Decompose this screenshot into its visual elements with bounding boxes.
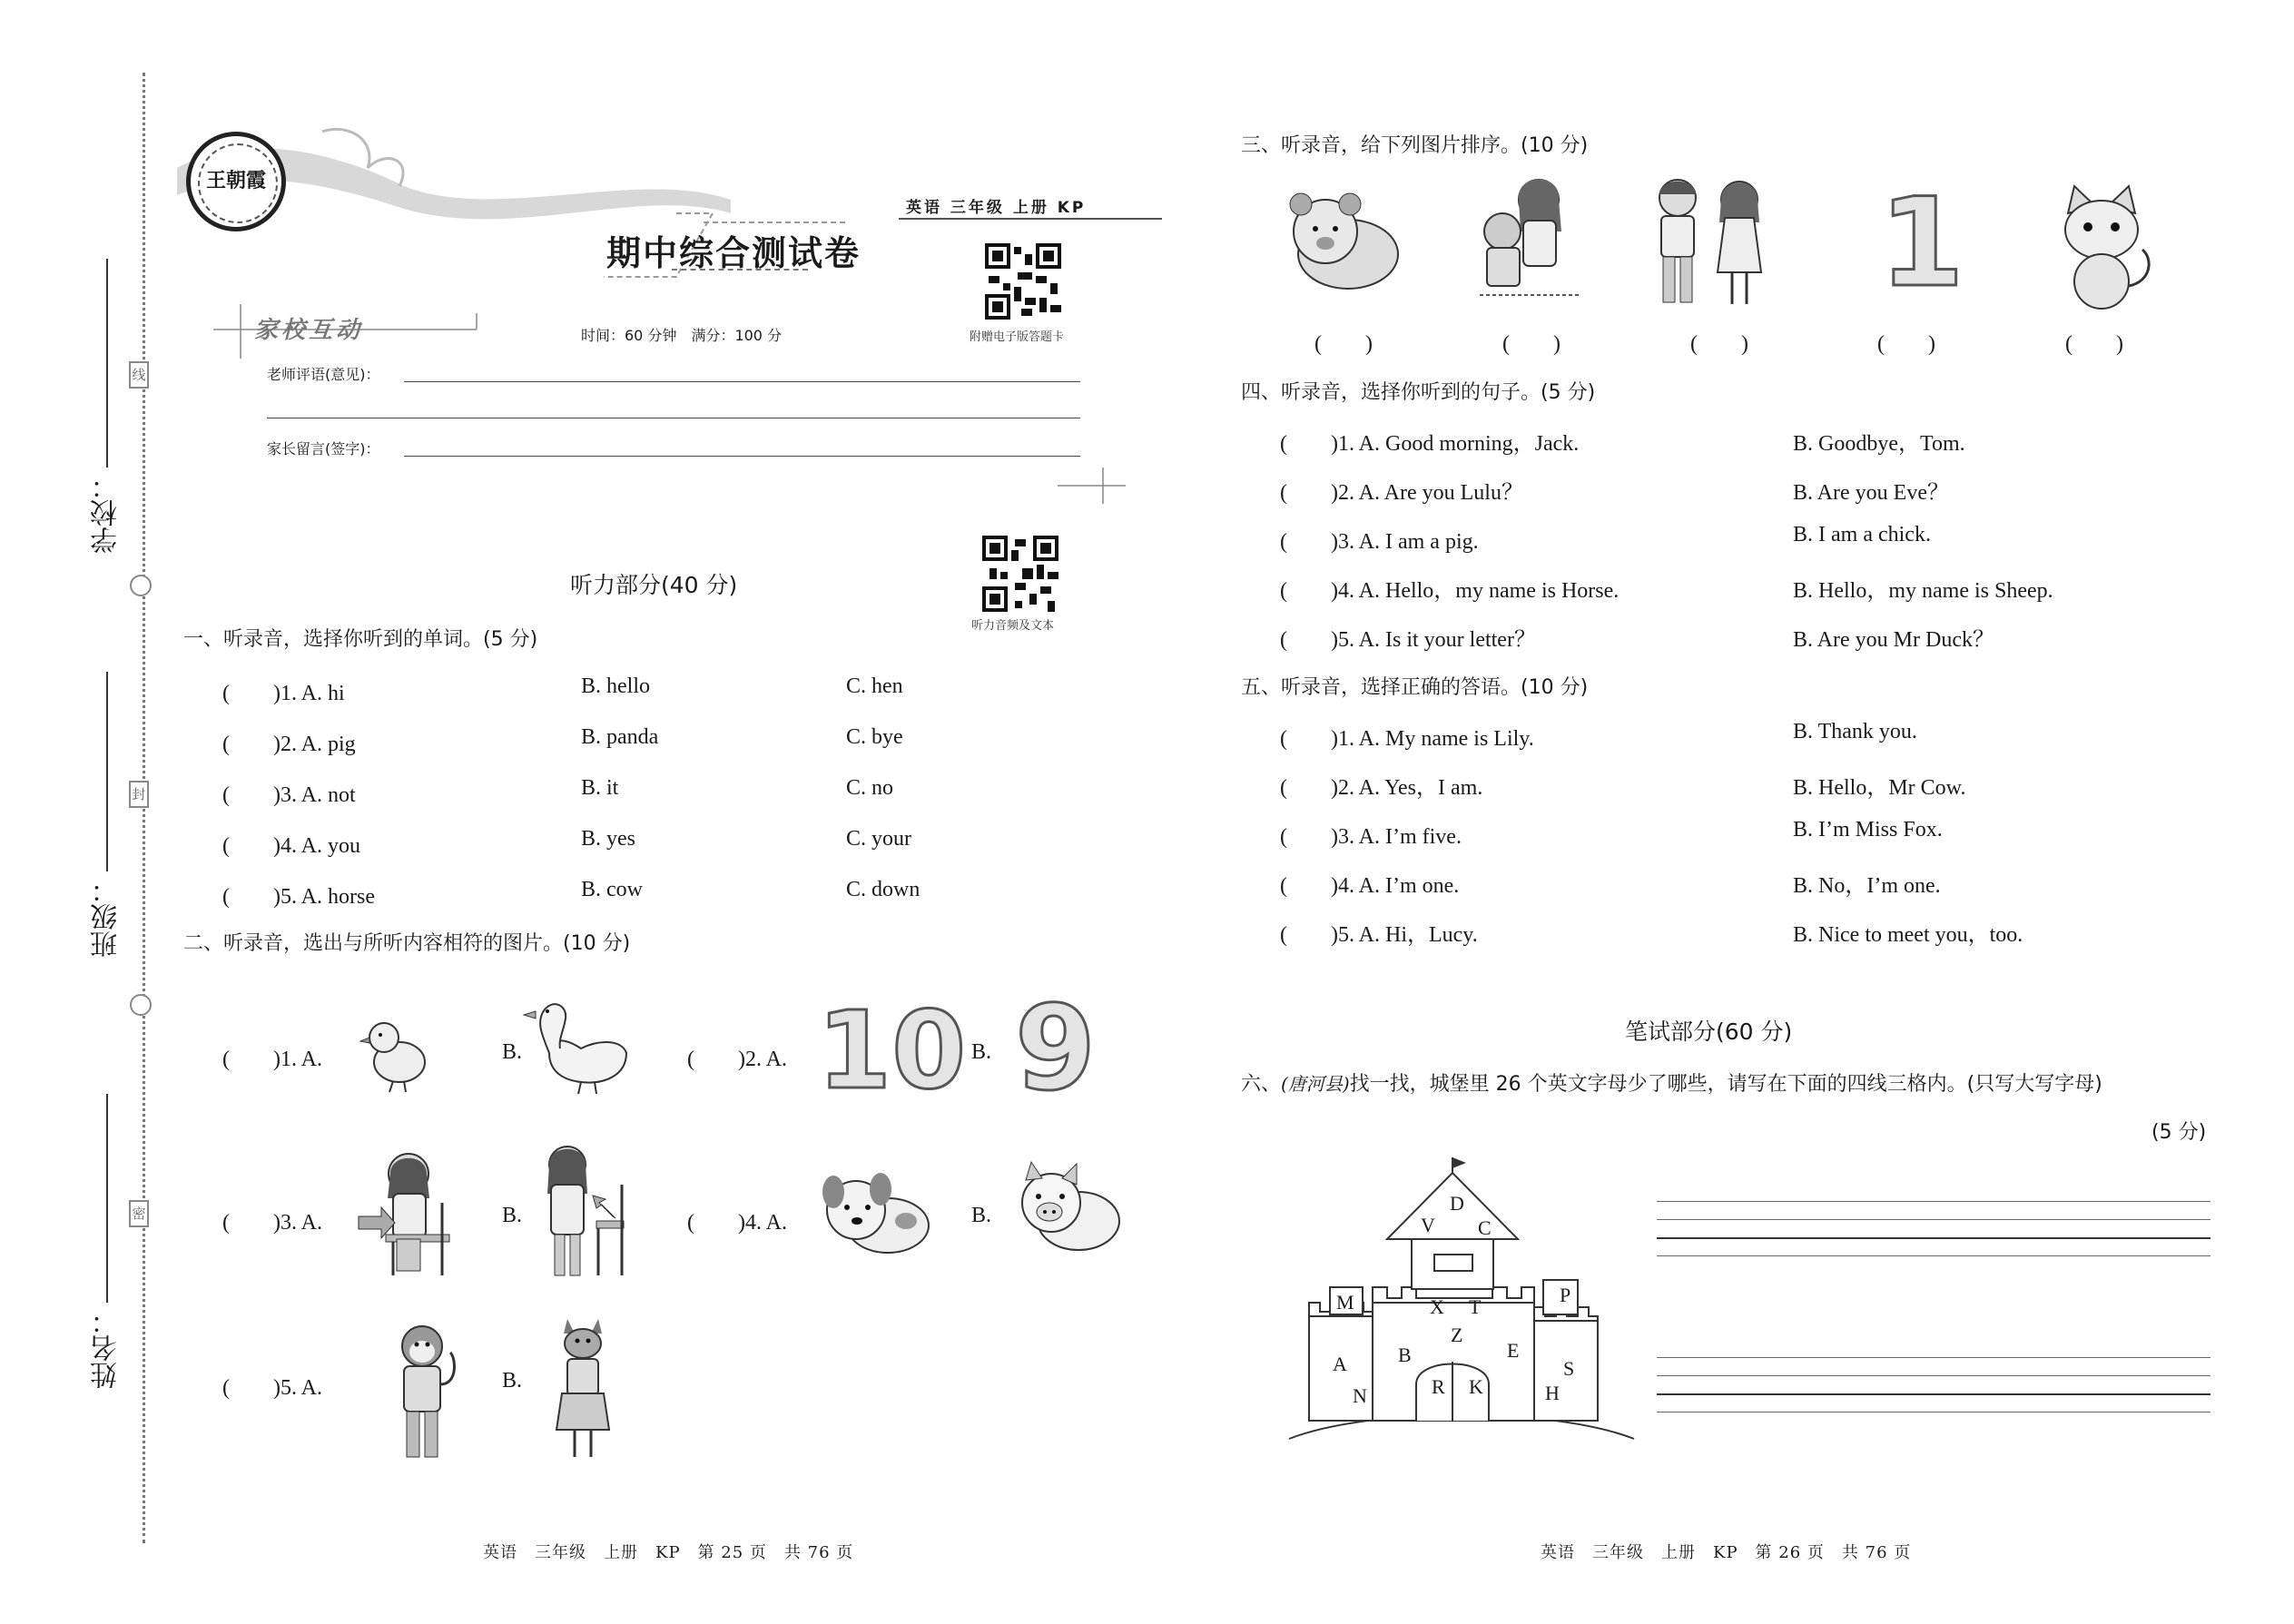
castle-letter-c: C (1478, 1216, 1492, 1239)
q4-item-2-b: B. Are you Eve？ (1793, 481, 1949, 505)
q5-item-3-a[interactable]: ( )3. A. I’m five. (1280, 825, 1462, 849)
q1-item-4-b: B. yes (581, 827, 635, 851)
q2-item-4-a[interactable]: ( )4. A. (687, 1211, 787, 1235)
q5-item-5-a[interactable]: ( )5. A. Hi，Lucy. (1280, 923, 1478, 947)
q1-item-1-b: B. hello (581, 674, 650, 698)
footer-right: 英语 三年级 上册 KP 第 26 页 共 76 页 (1541, 1543, 1912, 1562)
q2-heading: 二、听录音，选出与所听内容相符的图片。(10 分) (183, 932, 631, 955)
girl-standing-icon (531, 1139, 631, 1284)
q5-item-1-b: B. Thank you. (1793, 720, 1917, 743)
q5-item-4-a[interactable]: ( )4. A. I’m one. (1280, 874, 1460, 898)
parent-comment-label: 家长留言(签字)： (267, 440, 380, 458)
girl-sitting-icon (350, 1148, 458, 1284)
hole-mark (130, 994, 152, 1016)
q1-item-5-a[interactable]: ( )5. A. horse (222, 885, 375, 909)
qr1-caption: 附赠电子版答题卡 (970, 330, 1065, 344)
q6-region: (唐河县) (1281, 1073, 1350, 1095)
hole-mark (130, 575, 152, 596)
q3-bracket-5[interactable]: ( ) (2065, 332, 2123, 356)
number-ten-icon: 10 (817, 988, 967, 1113)
q2-item-3-a[interactable]: ( )3. A. (222, 1211, 322, 1235)
dog-icon (815, 1166, 933, 1266)
q1-item-2-c: C. bye (846, 725, 903, 749)
q4-item-4-a[interactable]: ( )4. A. Hello，my name is Horse. (1280, 579, 1620, 603)
teacher-comment-label: 老师评语(意见)： (267, 366, 380, 383)
children-icon (1471, 168, 1589, 313)
class-label: 班级： (91, 876, 123, 958)
q1-item-3-a[interactable]: ( )3. A. not (222, 783, 356, 807)
q2-item-4-b: B. (971, 1204, 992, 1227)
subject-underline (899, 218, 1162, 220)
castle-letter-s: S (1563, 1357, 1575, 1380)
q4-item-1-a[interactable]: ( )1. A. Good morning，Jack. (1280, 432, 1580, 456)
q2-item-5-b: B. (502, 1369, 523, 1393)
name-label: 姓名： (91, 1307, 123, 1389)
q3-bracket-3[interactable]: ( ) (1690, 332, 1748, 356)
q4-item-5-b: B. Are you Mr Duck？ (1793, 628, 1994, 652)
castle-letter-e: E (1507, 1339, 1520, 1362)
q2-item-2-b: B. (971, 1040, 992, 1064)
castle-letter-b: B (1398, 1343, 1412, 1366)
q6-score: (5 分) (2151, 1121, 2207, 1144)
q3-bracket-2[interactable]: ( ) (1502, 332, 1561, 356)
boy-and-girl-icon (1641, 172, 1777, 318)
listening-section-title: 听力部分(40 分) (570, 572, 738, 598)
duck-icon (531, 999, 631, 1098)
q1-item-1-a[interactable]: ( )1. A. hi (222, 682, 345, 705)
castle-letter-n: N (1353, 1384, 1367, 1407)
time-score-info: 时间：60 分钟 满分：100 分 (581, 327, 783, 344)
castle-letter-h: H (1545, 1382, 1560, 1404)
class-field-line[interactable] (106, 672, 108, 871)
castle-letter-v: V (1421, 1214, 1435, 1236)
parent-comment-line[interactable] (404, 456, 1080, 457)
q2-item-1-b: B. (502, 1040, 523, 1064)
q1-item-2-a[interactable]: ( )2. A. pig (222, 733, 356, 756)
title-underline (672, 269, 808, 271)
castle-letter-p: P (1560, 1284, 1571, 1306)
q5-heading: 五、听录音，选择正确的答语。(10 分) (1241, 676, 1589, 699)
q3-bracket-4[interactable]: ( ) (1877, 332, 1935, 356)
publisher-logo (186, 132, 286, 231)
q6-prefix: 六、 (1241, 1073, 1282, 1096)
q4-item-2-a[interactable]: ( )2. A. Are you Lulu？ (1280, 481, 1523, 505)
q1-item-4-a[interactable]: ( )4. A. you (222, 834, 360, 858)
q5-item-2-b: B. Hello，Mr Cow. (1793, 776, 1966, 800)
cut-mark-line: 线 (129, 361, 149, 389)
page-title: 期中综合测试卷 (606, 232, 861, 273)
cut-mark-seal: 封 (129, 781, 149, 808)
chick-icon (359, 1012, 431, 1094)
q4-item-5-a[interactable]: ( )5. A. Is it your letter？ (1280, 628, 1536, 652)
monkey-icon (390, 1321, 463, 1466)
q4-item-3-b: B. I am a chick. (1793, 523, 1931, 546)
castle-letter-z: Z (1451, 1324, 1463, 1346)
q5-item-2-a[interactable]: ( )2. A. Yes，I am. (1280, 776, 1483, 800)
qr-code-listening-audio[interactable] (982, 536, 1058, 612)
pig-icon (1006, 1162, 1124, 1266)
q1-item-2-b: B. panda (581, 725, 659, 749)
q1-item-3-b: B. it (581, 776, 619, 800)
q2-item-3-b: B. (502, 1204, 523, 1227)
q5-item-4-b: B. No，I’m one. (1793, 874, 1941, 898)
q1-item-3-c: C. no (846, 776, 894, 800)
q6-heading (1241, 1068, 2102, 1097)
writing-section-title: 笔试部分(60 分) (1625, 1019, 1793, 1045)
q2-item-5-a[interactable]: ( )5. A. (222, 1376, 322, 1400)
q3-bracket-1[interactable]: ( ) (1314, 332, 1373, 356)
q4-heading: 四、听录音，选择你听到的句子。(5 分) (1241, 381, 1596, 404)
school-label: 学校： (91, 472, 123, 554)
q1-item-1-c: C. hen (846, 674, 903, 698)
q1-item-5-b: B. cow (581, 878, 643, 901)
q6-instruction: 找一找，城堡里 26 个英文字母少了哪些，请写在下面的四线三格内。(只写大写字母) (1349, 1073, 2102, 1096)
q5-item-3-b: B. I’m Miss Fox. (1793, 818, 1943, 842)
q4-item-1-b: B. Goodbye，Tom. (1793, 432, 1965, 456)
q1-item-4-c: C. your (846, 827, 911, 851)
q5-item-1-a[interactable]: ( )1. A. My name is Lily. (1280, 727, 1534, 751)
number-one-icon: 1 (1879, 172, 1964, 314)
fox-icon (549, 1312, 622, 1466)
subject-tag: 英语 三年级 上册 KP (906, 199, 1087, 217)
school-field-line[interactable] (106, 259, 108, 468)
q3-heading: 三、听录音，给下列图片排序。(10 分) (1241, 134, 1589, 157)
name-field-line[interactable] (106, 1094, 108, 1303)
family-school-label: 家校互动 (254, 317, 364, 344)
cat-icon (2052, 186, 2161, 313)
number-nine-icon: 9 (1015, 981, 1097, 1117)
q2-item-1-a[interactable]: ( )1. A. (222, 1048, 322, 1071)
q1-item-5-c: C. down (846, 878, 921, 901)
q4-item-4-b: B. Hello，my name is Sheep. (1793, 579, 2053, 603)
castle-letter-d: D (1450, 1192, 1464, 1215)
footer-left: 英语 三年级 上册 KP 第 25 页 共 76 页 (483, 1543, 854, 1562)
logo-text: 王朝霞 (205, 169, 266, 192)
q2-item-2-a[interactable]: ( )2. A. (687, 1048, 787, 1071)
teacher-comment-line-1[interactable] (404, 381, 1080, 382)
q5-item-5-b: B. Nice to meet you，too. (1793, 923, 2023, 947)
castle-letter-t: T (1469, 1295, 1482, 1318)
q4-item-3-a[interactable]: ( )3. A. I am a pig. (1280, 530, 1479, 554)
qr2-caption: 听力音频及文本 (971, 619, 1055, 633)
castle-letter-r: R (1432, 1375, 1445, 1398)
bear-icon (1285, 191, 1403, 290)
castle-letter-x: X (1430, 1295, 1444, 1318)
castle-letter-a: A (1333, 1353, 1347, 1375)
castle-letter-k: K (1469, 1375, 1483, 1398)
castle-letter-m: M (1336, 1291, 1354, 1314)
binding-dotted-line (143, 73, 145, 1543)
cut-mark-secret: 密 (129, 1200, 149, 1227)
q1-heading: 一、听录音，选择你听到的单词。(5 分) (183, 628, 538, 651)
